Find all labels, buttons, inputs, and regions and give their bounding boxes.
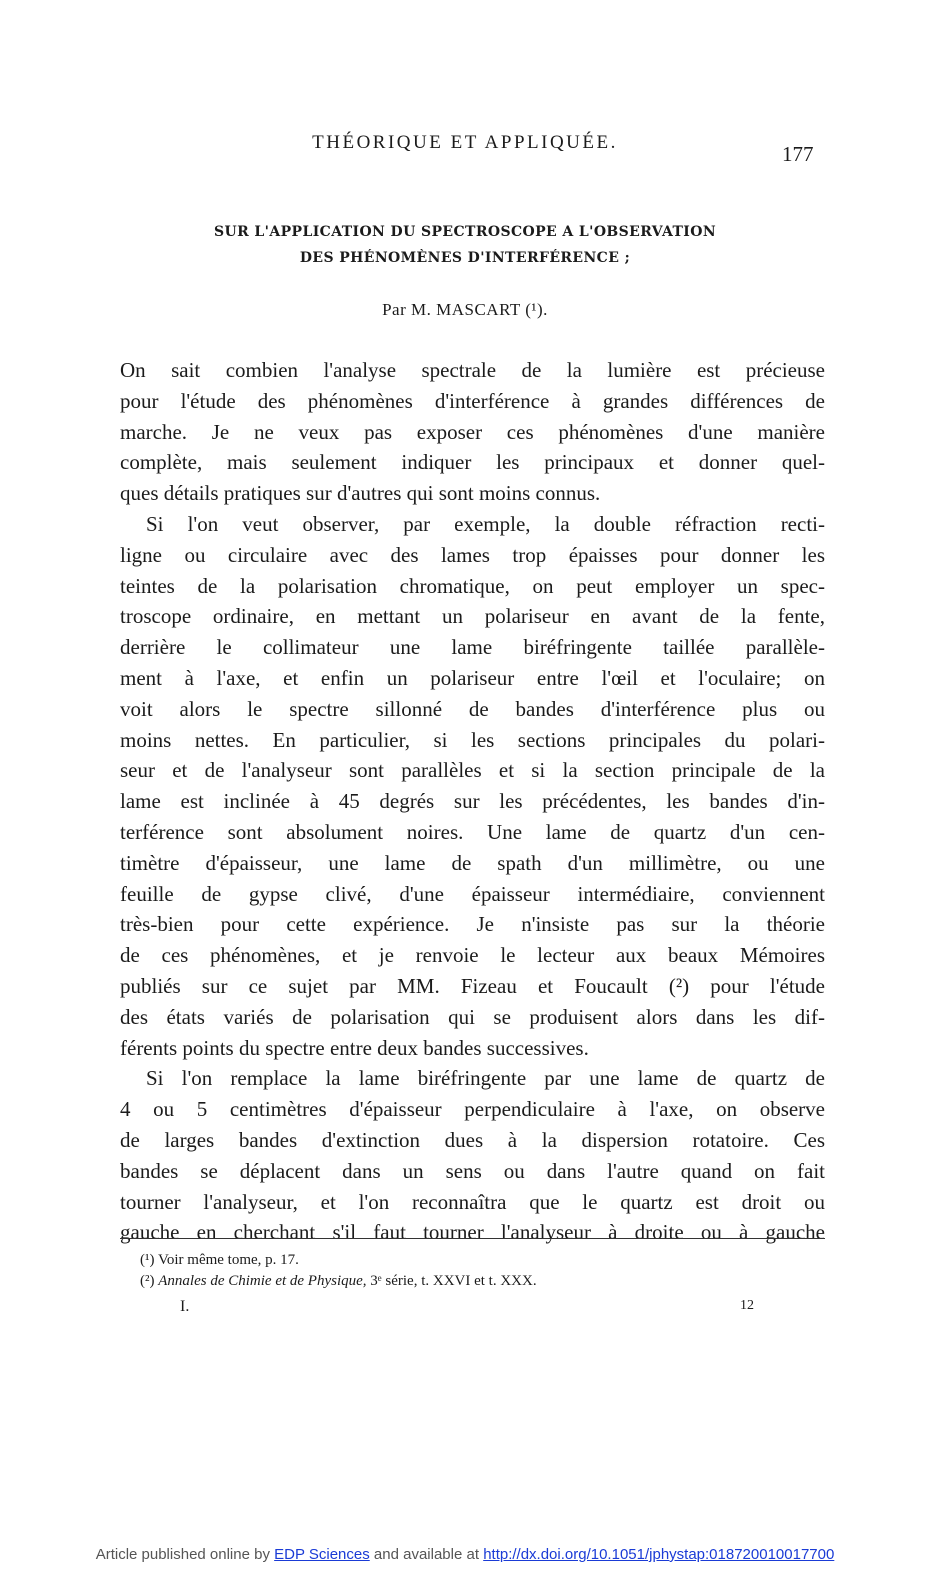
footnote-2-details: 3ᵉ série, t. XXVI et t. XXX. <box>370 1273 537 1289</box>
body-line: terférence sont absolument noires. Une lame de quartz d'un cen- <box>120 819 825 844</box>
footnote-2 <box>140 1271 830 1292</box>
footnote-2-mark: (²) <box>140 1273 155 1289</box>
body-line: tourner l'analyseur, et l'on reconnaîtra que le quartz est droit ou <box>120 1189 825 1214</box>
author-line: Par M. MASCART (¹). <box>382 300 548 319</box>
footer-prefix: Article published online by <box>95 1546 270 1563</box>
publisher-link[interactable]: EDP Sciences <box>274 1546 370 1563</box>
signature-mark-left: I. <box>180 1298 190 1315</box>
body-line: 4 ou 5 centimètres d'épaisseur perpendiculaire à l'axe, on observe <box>120 1097 825 1122</box>
body-line: teintes de la polarisation chromatique, on peut employer un spec- <box>120 573 825 598</box>
running-head: THÉORIQUE ET APPLIQUÉE. <box>312 132 618 153</box>
article-title-line-2: DES PHÉNOMÈNES D'INTERFÉRENCE ; <box>299 250 631 266</box>
body-line: voit alors le spectre sillonné de bandes d'interférence plus ou <box>120 696 825 721</box>
body-line: très-bien pour cette expérience. Je n'insiste pas sur la théorie <box>120 912 825 937</box>
body-line: feuille de gypse clivé, d'une épaisseur intermédiaire, conviennent <box>120 881 825 906</box>
body-line: On sait combien l'analyse spectrale de la lumière est précieuse <box>120 358 825 382</box>
footnotes <box>140 1250 830 1292</box>
body-line: gauche en cherchant s'il faut tourner l'analyseur à droite ou à gauche <box>120 1220 825 1245</box>
body-line: pour l'étude des phénomènes d'interférence à grandes différences de <box>120 388 825 413</box>
body-line: de ces phénomènes, et je renvoie le lecteur aux beaux Mémoires <box>120 943 825 968</box>
body-line: complète, mais seulement indiquer les principaux et donner quel- <box>120 450 825 475</box>
body-text <box>120 355 825 1248</box>
body-line: derrière le collimateur une lame biréfringente taillée parallèle- <box>120 635 825 660</box>
body-line: marche. Je ne veux pas exposer ces phénomènes d'une manière <box>120 419 825 444</box>
body-line: seur et de l'analyseur sont parallèles et si la section principale de la <box>120 758 825 783</box>
publication-footer <box>0 1546 930 1563</box>
footnote-divider <box>120 1238 825 1239</box>
body-line: lame est inclinée à 45 degrés sur les précédentes, les bandes d'in- <box>120 789 825 814</box>
body-line: de larges bandes d'extinction dues à la dispersion rotatoire. Ces <box>120 1127 825 1152</box>
body-line: timètre d'épaisseur, une lame de spath d'un millimètre, ou une <box>120 850 825 875</box>
footnote-2-journal: Annales de Chimie et de Physique, <box>158 1273 367 1289</box>
body-line: publiés sur ce sujet par MM. Fizeau et Foucault (²) pour l'étude <box>120 973 825 998</box>
body-line: ques détails pratiques sur d'autres qui sont moins connus. <box>120 481 601 506</box>
body-line: férents points du spectre entre deux bandes successives. <box>120 1035 589 1060</box>
body-line: ligne ou circulaire avec des lames trop épaisses pour donner les <box>120 542 825 567</box>
signature-mark-right: 12 <box>740 1298 754 1313</box>
body-line: Si l'on remplace la lame biréfringente par une lame de quartz de <box>146 1066 825 1091</box>
body-line: moins nettes. En particulier, si les sections principales du polari- <box>120 727 825 752</box>
body-line: des états variés de polarisation qui se produisent alors dans les dif- <box>120 1004 825 1029</box>
body-line: troscope ordinaire, en mettant un polariseur en avant de la fente, <box>120 604 825 629</box>
body-line: ment à l'axe, et enfin un polariseur entre l'œil et l'oculaire; on <box>120 665 825 690</box>
footnote-1: (¹) Voir même tome, p. 17. <box>140 1252 299 1268</box>
article-title-line-1: SUR L'APPLICATION DU SPECTROSCOPE A L'OBSERVATION <box>213 224 717 240</box>
footer-middle: and available at <box>373 1546 480 1563</box>
page-number: 177 <box>782 142 814 166</box>
body-line: Si l'on veut observer, par exemple, la double réfraction recti- <box>146 511 825 536</box>
body-line: bandes se déplacent dans un sens ou dans l'autre quand on fait <box>120 1158 825 1183</box>
doi-link[interactable]: http://dx.doi.org/10.1051/jphystap:018720010017700 <box>483 1546 835 1563</box>
